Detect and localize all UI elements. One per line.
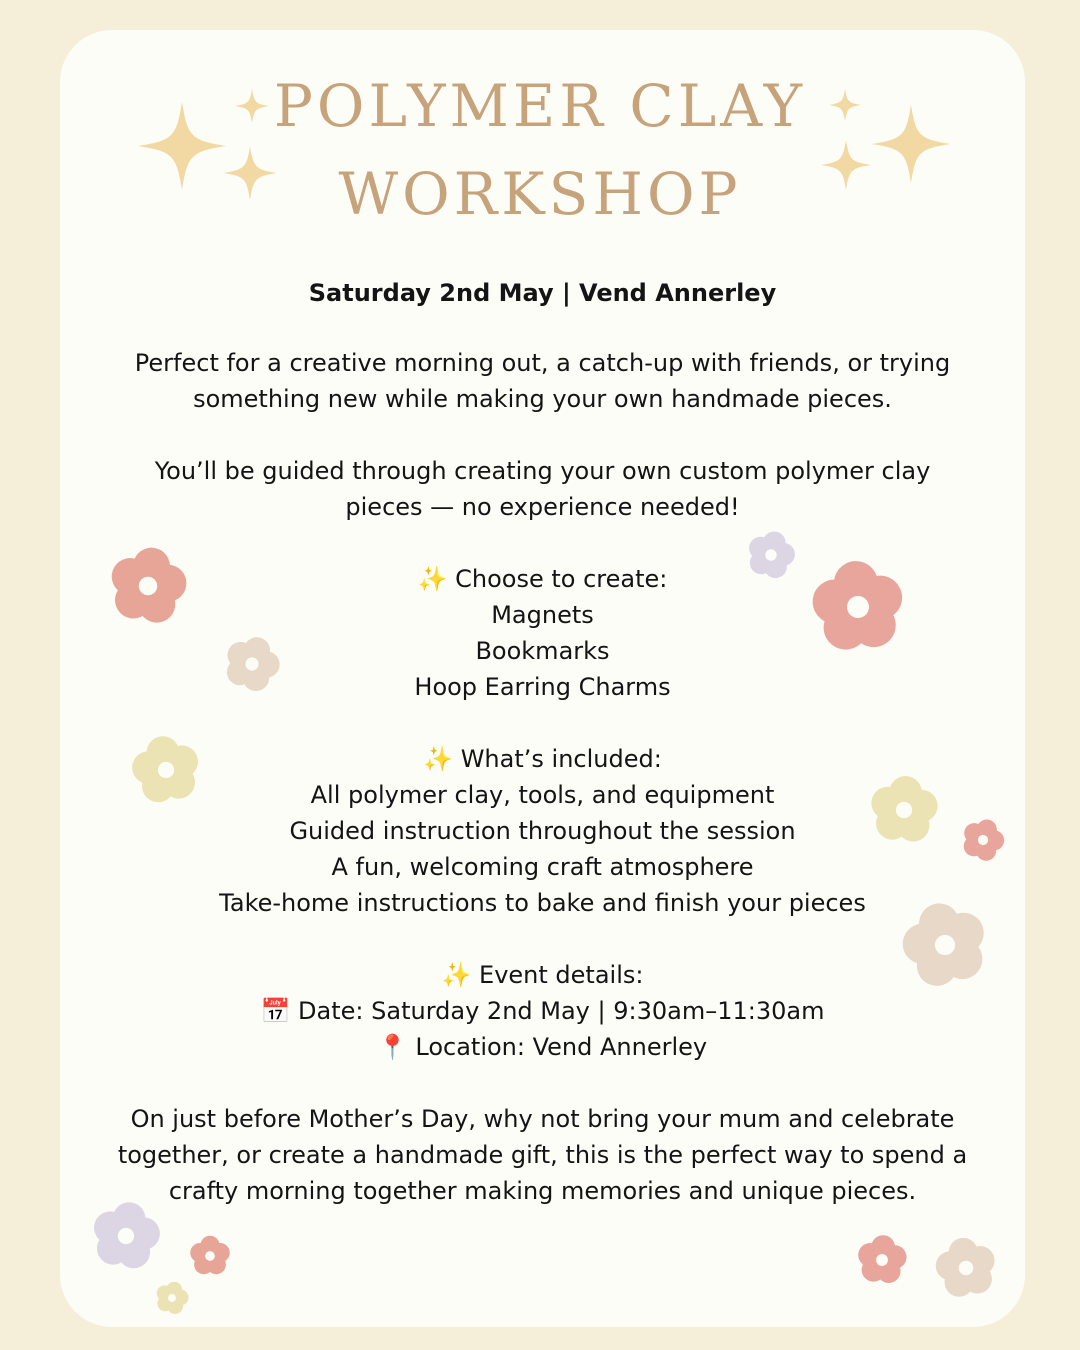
title-line-1: POLYMER CLAY — [273, 72, 807, 140]
event-date: 📅 Date: Saturday 2nd May | 9:30am–11:30am — [260, 997, 825, 1025]
clay-flower-icon — [129, 733, 203, 807]
included-item: Guided instruction throughout the session — [289, 817, 796, 845]
included-item: A fun, welcoming craft atmosphere — [331, 853, 754, 881]
clay-flower-icon — [222, 634, 282, 694]
included-item: All polymer clay, tools, and equipment — [310, 781, 775, 809]
headline: Saturday 2nd May | Vend Annerley — [308, 279, 777, 307]
title-line-2: WORKSHOP — [338, 160, 742, 228]
guided-line-2: pieces — no experience needed! — [345, 493, 740, 521]
clay-flower-icon — [154, 1280, 190, 1316]
details-heading: ✨ Event details: — [441, 961, 644, 989]
choose-item: Hoop Earring Charms — [414, 673, 671, 701]
clay-flower-icon — [808, 557, 908, 657]
clay-flower-icon — [106, 544, 190, 628]
choose-item: Magnets — [491, 601, 594, 629]
clay-flower-icon — [188, 1234, 232, 1278]
clay-flower-icon — [960, 817, 1006, 863]
event-location: 📍 Location: Vend Annerley — [377, 1033, 708, 1061]
closing-line-1: On just before Mother’s Day, why not bring your mum and celebrate — [130, 1105, 955, 1133]
choose-heading: ✨ Choose to create: — [417, 565, 668, 593]
clay-flower-icon — [867, 773, 941, 847]
intro-line-2: something new while making your own handmade pieces. — [193, 385, 892, 413]
choose-item: Bookmarks — [475, 637, 610, 665]
clay-flower-icon — [745, 529, 797, 581]
included-item: Take-home instructions to bake and finish your pieces — [219, 889, 866, 917]
closing-line-3: crafty morning together making memories and unique pieces. — [168, 1177, 917, 1205]
clay-flower-icon — [855, 1233, 909, 1287]
intro-line-1: Perfect for a creative morning out, a catch-up with friends, or trying — [134, 349, 951, 377]
included-heading: ✨ What’s included: — [423, 745, 662, 773]
clay-flower-icon — [933, 1235, 999, 1301]
clay-flower-icon — [89, 1199, 163, 1273]
guided-line-1: You’ll be guided through creating your own custom polymer clay — [154, 457, 931, 485]
clay-flower-icon — [899, 899, 991, 991]
closing-line-2: together, or create a handmade gift, this is the perfect way to spend a — [117, 1141, 968, 1169]
